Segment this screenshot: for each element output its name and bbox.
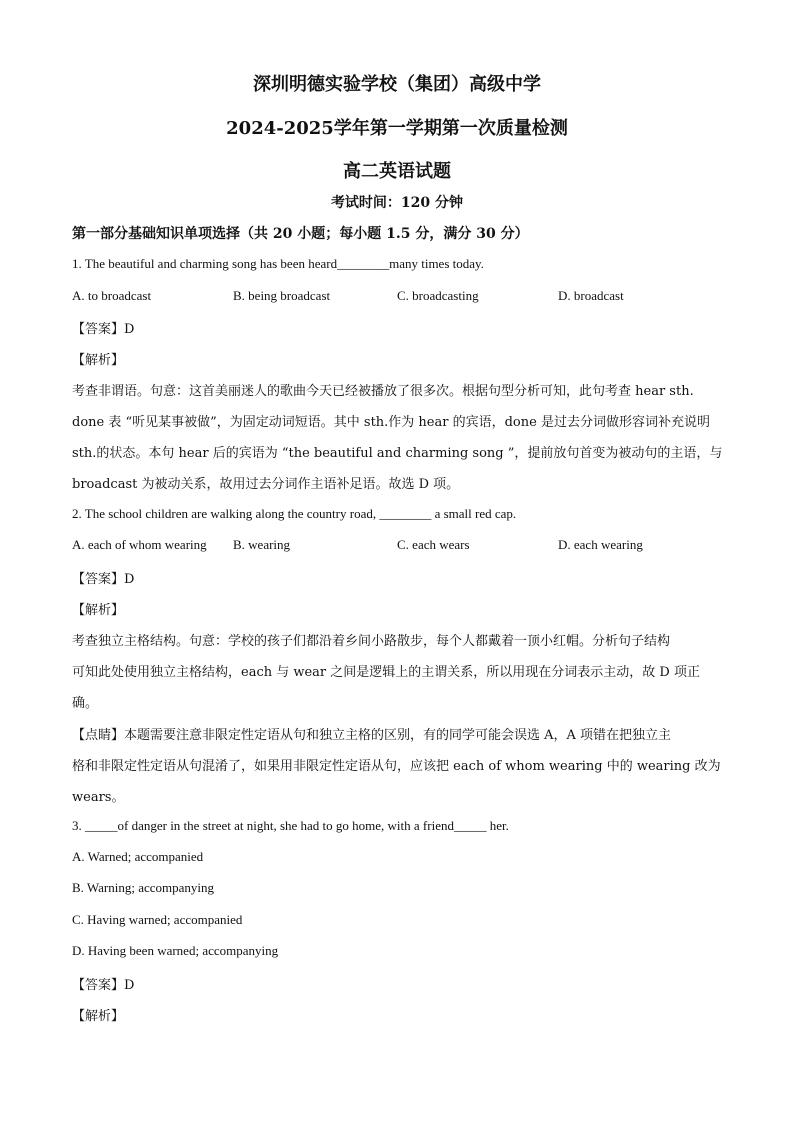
question-1-analysis-line: 考查非谓语。句意：这首美丽迷人的歌曲今天已经被播放了很多次。根据句型分析可知，此句考查 hear sth. (72, 384, 694, 399)
question-3-stem: 3. _____of danger in the street at night, she had to go home, with a friend_____ her. (72, 818, 509, 833)
question-3-analysis-label: 【解析】 (72, 1009, 125, 1024)
question-3-option-a: A. Warned; accompanied (72, 849, 204, 864)
question-2-analysis-label: 【解析】 (72, 603, 125, 618)
school-name: 深圳明德实验学校（集团）高级中学 (253, 74, 541, 95)
tip-label: 【点睛】 (72, 728, 125, 743)
exam-time: 考试时间：120 分钟 (330, 195, 464, 211)
question-2-option-a: A. each of whom wearing (72, 537, 207, 552)
question-1-stem: 1. The beautiful and charming song has been heard________many times today. (72, 256, 484, 271)
exam-subject-title: 高二英语试题 (343, 161, 451, 182)
question-1-analysis-line: done 表 “听见某事被做”，为固定动词短语。其中 sth.作为 hear 的宾语，done 是过去分词做形容词补充说明 (72, 415, 710, 430)
question-2-analysis-line: 可知此处使用独立主格结构，each 与 wear 之间是逻辑上的主谓关系，所以用现在分词表示主动，故 D 项正 (72, 665, 700, 680)
answer-label: 【答案】 (72, 322, 125, 337)
question-3-answer: D (124, 978, 135, 993)
question-2-analysis-line: 确。 (72, 696, 99, 711)
question-1-option-d: D. broadcast (558, 288, 624, 303)
question-3-option-c: C. Having warned; accompanied (72, 912, 243, 927)
question-1-analysis-label: 【解析】 (72, 353, 125, 368)
question-2-option-c: C. each wears (397, 537, 470, 552)
question-2-answer-line (72, 568, 134, 587)
exam-term-title: 2024-2025学年第一学期第一次质量检测 (226, 118, 568, 139)
question-1-option-a: A. to broadcast (72, 288, 152, 303)
question-2-tip-line: 格和非限定性定语从句混淆了，如果用非限定性定语从句，应该把 each of whom wearing 中的 wearing 改为 (72, 759, 721, 774)
question-1-analysis-line: broadcast 为被动关系，故用过去分词作主语补足语。故选 D 项。 (72, 477, 460, 492)
question-2-tip-line: wears。 (72, 790, 125, 805)
question-1-answer: D (124, 322, 135, 337)
question-1-option-b: B. being broadcast (233, 288, 331, 303)
question-2-tip-line (72, 724, 722, 743)
question-2-stem: 2. The school children are walking along the country road, ________ a small red cap. (72, 506, 517, 521)
answer-label: 【答案】 (72, 572, 125, 587)
question-2-option-b: B. wearing (233, 537, 291, 552)
question-2-tip-text: 本题需要注意非限定性定语从句和独立主格的区别，有的同学可能会误选 A，A 项错在把独立主 (124, 728, 672, 743)
section-title: 第一部分基础知识单项选择（共 20 小题；每小题 1.5 分，满分 30 分） (72, 226, 529, 242)
question-3-option-d: D. Having been warned; accompanying (72, 943, 279, 958)
question-2-answer: D (124, 572, 135, 587)
question-3-option-b: B. Warning; accompanying (72, 880, 215, 895)
question-2-analysis-line: 考查独立主格结构。句意：学校的孩子们都沿着乡间小路散步，每个人都戴着一顶小红帽。分析句子结构 (72, 634, 671, 649)
question-3-answer-line (72, 974, 134, 993)
question-2-option-d: D. each wearing (558, 537, 643, 552)
question-1-answer-line (72, 318, 134, 337)
answer-label: 【答案】 (72, 978, 125, 993)
question-1-option-c: C. broadcasting (397, 288, 479, 303)
question-1-analysis-line: sth.的状态。本句 hear 后的宾语为 “the beautiful and charming song ”，提前放句首变为被动句的主语，与 (72, 446, 723, 461)
